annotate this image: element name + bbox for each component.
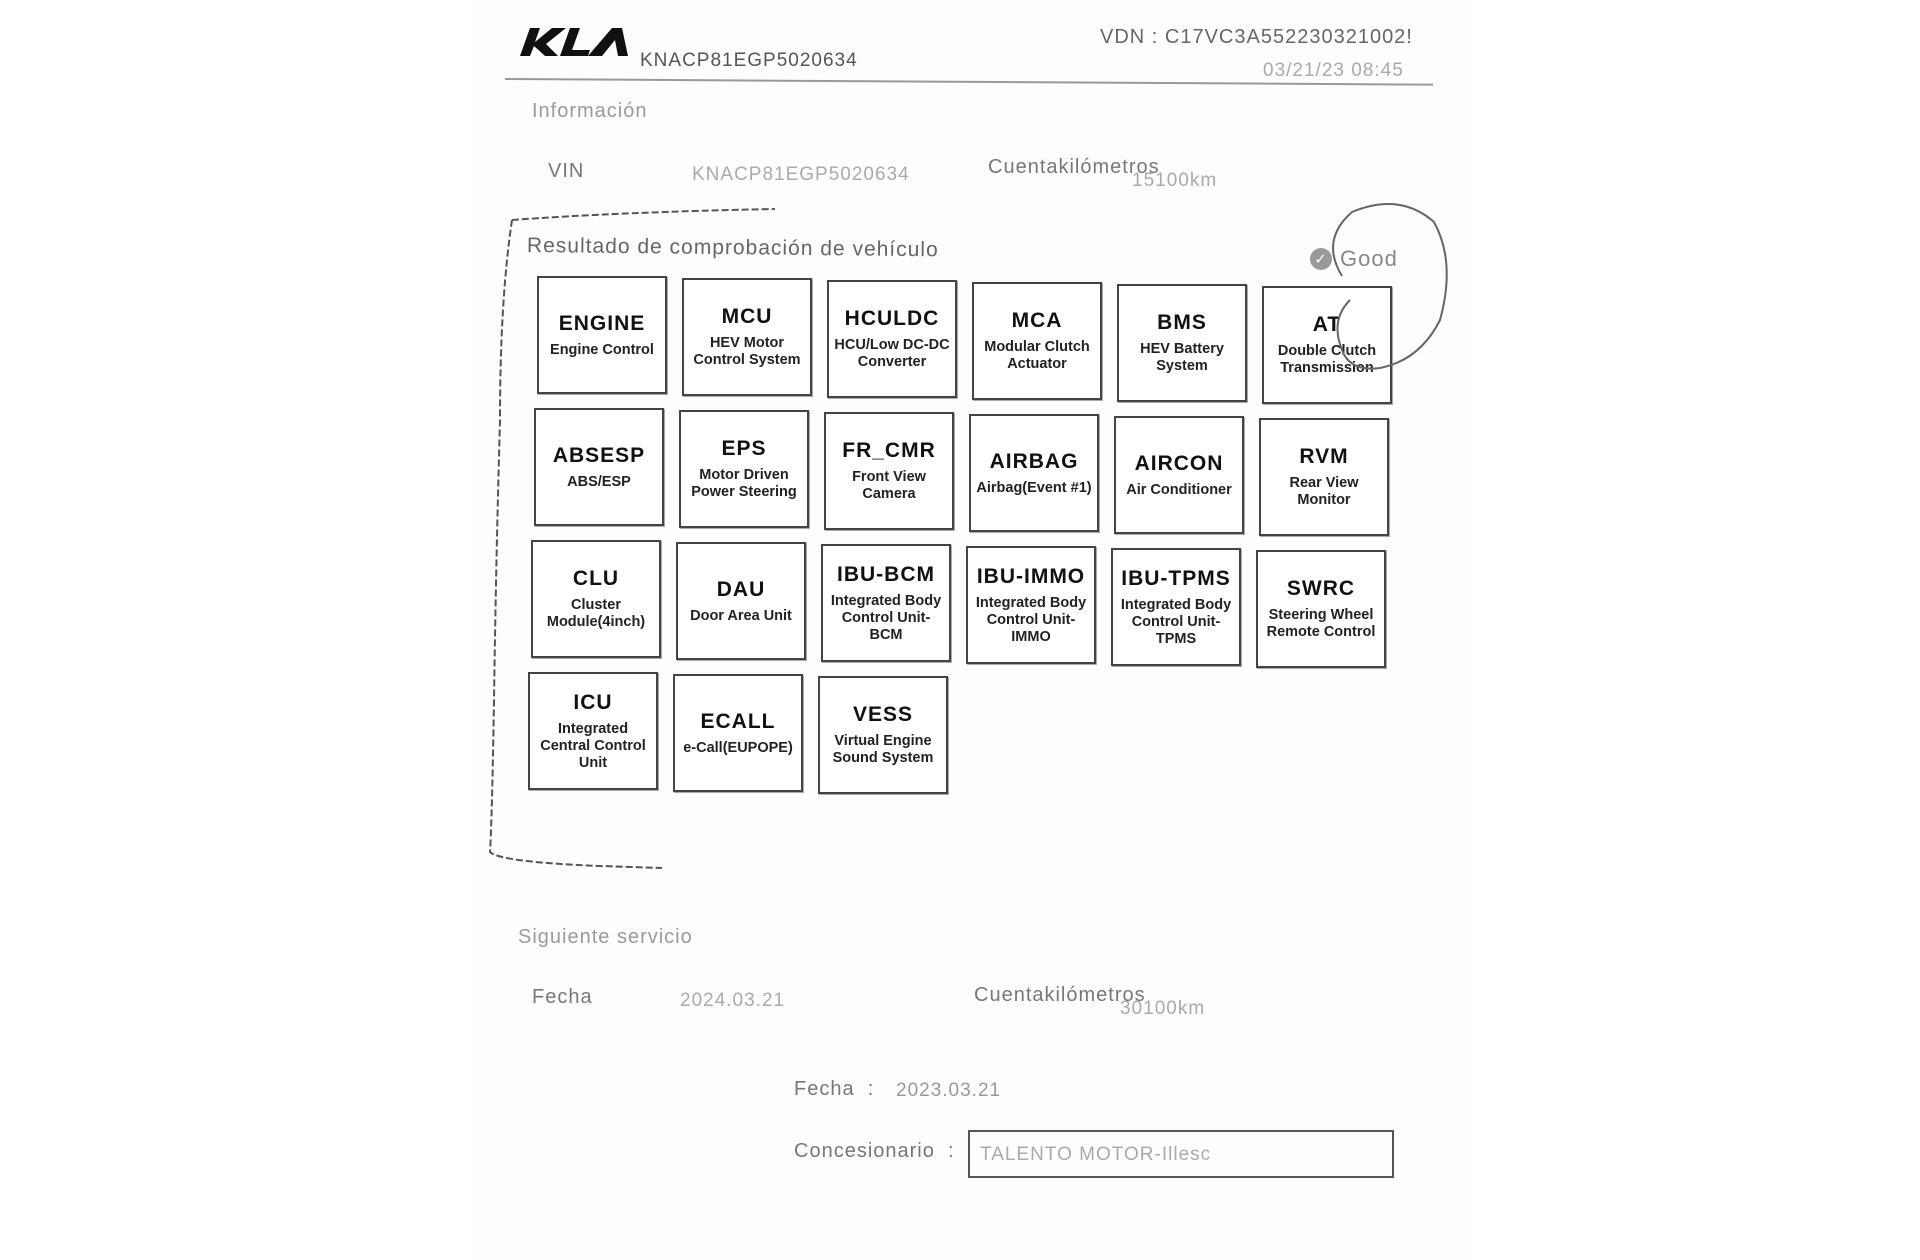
module-code: AIRCON	[1134, 451, 1224, 475]
next-date-value: 2024.03.21	[680, 990, 786, 1011]
module-code: BMS	[1157, 311, 1207, 334]
module-mca	[972, 282, 1102, 400]
check-circle-icon: ✓	[1310, 248, 1332, 270]
module-code: HCULDC	[844, 307, 940, 330]
next-odometer-value: 30100km	[1120, 998, 1206, 1019]
status-badge	[1310, 246, 1398, 272]
module-code: ICU	[573, 690, 613, 714]
module-ibu-immo	[966, 546, 1096, 664]
print-timestamp: 03/21/23 08:45	[1263, 60, 1404, 81]
module-code: SWRC	[1286, 577, 1356, 600]
module-description: Integrated Central Control Unit	[540, 720, 646, 771]
kia-logo	[516, 22, 630, 62]
module-code: EPS	[721, 437, 767, 460]
next-date-label: Fecha	[532, 986, 593, 1008]
odometer-label: Cuentakilómetros	[988, 156, 1160, 178]
module-hculdc	[827, 280, 957, 398]
module-code: RVM	[1299, 445, 1349, 468]
module-engine	[537, 276, 667, 394]
module-description: e-Call(EUPOPE)	[683, 739, 793, 756]
module-description: Modular Clutch Actuator	[984, 339, 1090, 372]
module-code: MCU	[721, 305, 773, 328]
module-description: Double Clutch Transmission	[1277, 343, 1377, 376]
module-code: IBU-IMMO	[976, 564, 1086, 588]
module-code: AIRBAG	[989, 449, 1079, 473]
module-code: IBU-BCM	[837, 562, 935, 586]
module-airbag	[969, 414, 1099, 532]
module-description: Front View Camera	[852, 469, 926, 502]
odometer-value: 15100km	[1132, 170, 1218, 191]
module-description: Steering Wheel Remote Control	[1266, 607, 1376, 640]
module-description: Virtual Engine Sound System	[832, 733, 934, 766]
footer-date-value: 2023.03.21	[896, 1080, 1002, 1101]
module-eps	[679, 410, 809, 528]
module-ecall	[673, 674, 803, 792]
vin-value: KNACP81EGP5020634	[692, 164, 910, 185]
module-code: FR_CMR	[842, 439, 936, 462]
status-text: Good	[1340, 246, 1398, 271]
module-code: ABSESP	[552, 443, 646, 467]
result-title: Resultado de comprobación de vehículo	[526, 234, 939, 262]
module-description: Cluster Module(4inch)	[546, 597, 646, 630]
module-description: Integrated Body Control Unit-TPMS	[1120, 596, 1232, 647]
dealer-label: Concesionario :	[794, 1140, 955, 1162]
information-title: Información	[532, 100, 648, 122]
module-code: ECALL	[700, 709, 776, 733]
module-code: DAU	[716, 577, 766, 601]
module-code: VESS	[852, 703, 914, 726]
header-vin: KNACP81EGP5020634	[640, 50, 858, 71]
module-ibu-bcm	[821, 544, 951, 662]
module-code: CLU	[572, 567, 620, 590]
module-description: HCU/Low DC-DC Converter	[834, 337, 950, 370]
module-fr-cmr	[824, 412, 954, 530]
module-at	[1262, 286, 1392, 404]
dealer-value: TALENTO MOTOR-Illesc	[980, 1144, 1212, 1165]
dealer-field	[968, 1130, 1394, 1178]
module-description: Motor Driven Power Steering	[691, 467, 797, 500]
module-rvm	[1259, 418, 1389, 536]
next-service-title: Siguiente servicio	[518, 926, 693, 948]
module-description: Air Conditioner	[1126, 481, 1232, 498]
next-odometer-label: Cuentakilómetros	[974, 984, 1146, 1006]
module-swrc	[1256, 550, 1386, 668]
module-description: Door Area Unit	[690, 607, 792, 624]
module-code: IBU-TPMS	[1121, 566, 1231, 590]
module-icu	[528, 672, 658, 790]
module-description: Rear View Monitor	[1289, 475, 1359, 508]
module-description: HEV Battery System	[1140, 341, 1224, 374]
module-dau	[676, 542, 806, 660]
vin-label: VIN	[548, 160, 585, 182]
vdn-code: VDN : C17VC3A552230321002!	[1100, 26, 1413, 48]
module-description: ABS/ESP	[567, 473, 631, 490]
module-mcu	[682, 278, 812, 396]
module-bms	[1117, 284, 1247, 402]
module-ibu-tpms	[1111, 548, 1241, 666]
footer-date-label: Fecha :	[794, 1078, 875, 1100]
module-code: ENGINE	[558, 311, 646, 335]
module-aircon	[1114, 416, 1244, 534]
module-absesp	[534, 408, 664, 526]
module-code: AT	[1312, 313, 1342, 336]
module-vess	[818, 676, 948, 794]
module-description: HEV Motor Control System	[693, 335, 801, 368]
module-clu	[531, 540, 661, 658]
module-description: Integrated Body Control Unit-IMMO	[975, 594, 1087, 645]
module-description: Airbag(Event #1)	[976, 479, 1092, 496]
module-code: MCA	[1011, 309, 1063, 332]
module-description: Integrated Body Control Unit-BCM	[830, 592, 942, 643]
module-description: Engine Control	[550, 341, 654, 358]
